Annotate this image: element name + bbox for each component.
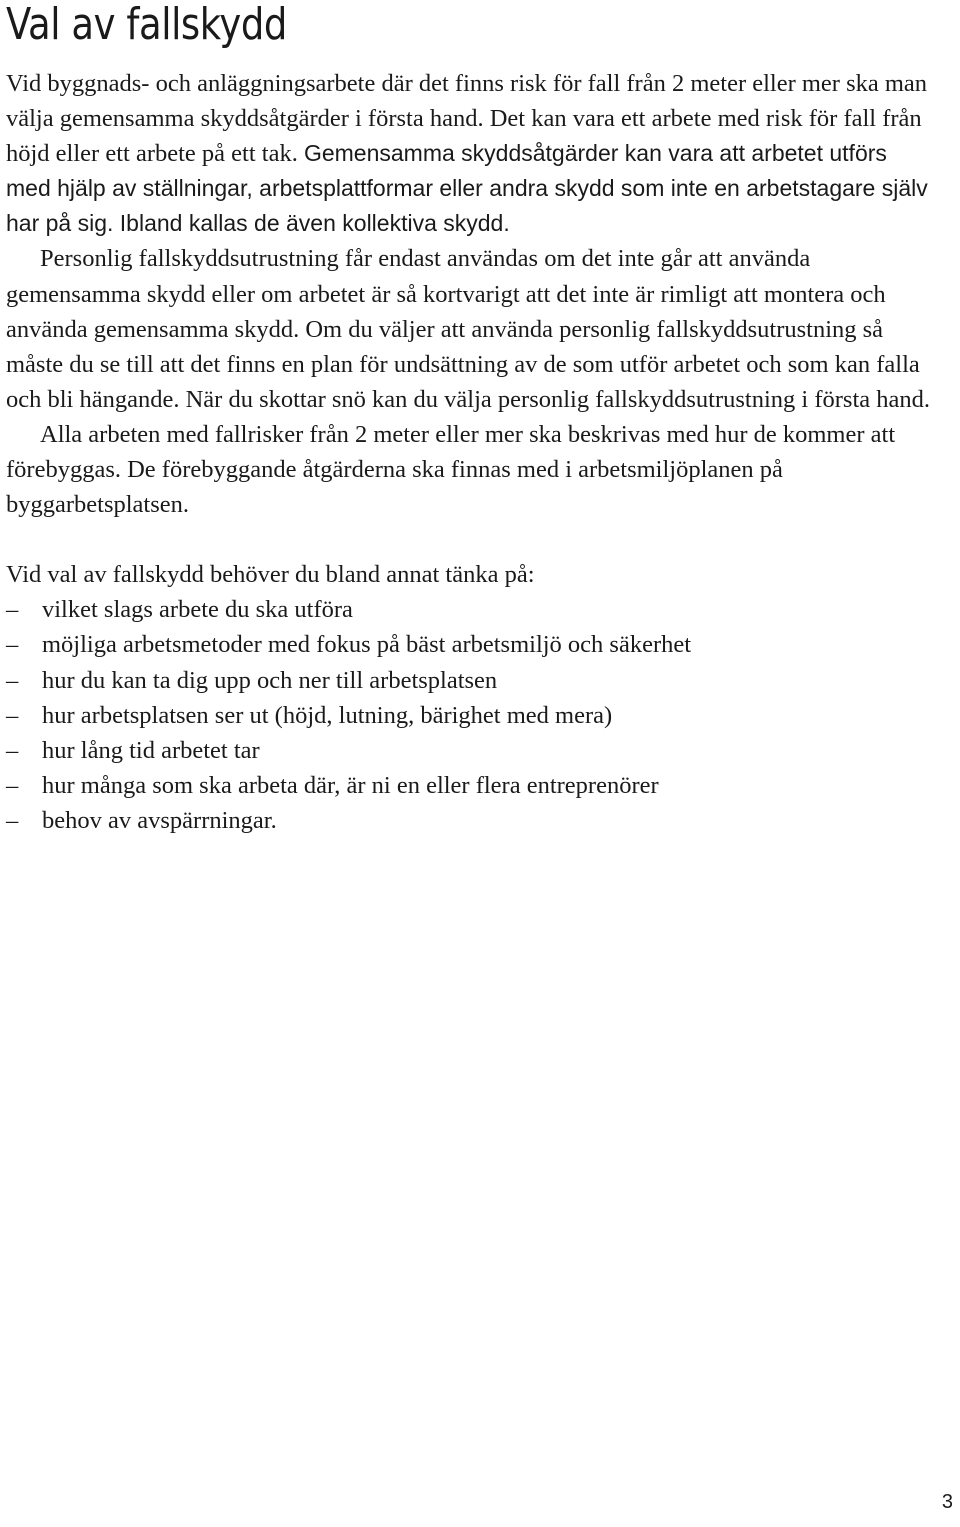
list-item-text: möjliga arbetsmetoder med fokus på bäst arbetsmiljö och säkerhet [42,631,692,659]
considerations-list [6,592,936,838]
list-item-text: vilket slags arbete du ska utföra [42,596,353,624]
list-item [6,733,936,768]
list-item [6,803,936,838]
list-intro: Vid val av fallskydd behöver du bland annat tänka på: [6,561,535,589]
list-item [6,592,936,627]
dash-bullet: – [6,666,19,694]
section-spacer [6,522,936,557]
body-text [6,66,936,838]
paragraph-intro-serif: Vid byggnads- och anläggningsarbete där det finns risk för fall från 2 meter eller mer ska man välja gemensamma skyddsåtgärder i första hand. Det kan vara ett arbete med risk för fall från höjd eller ett arbete på ett tak. [6,70,928,168]
dash-bullet: – [6,596,19,624]
paragraph-risk-description: Alla arbeten med fallrisker från 2 meter eller mer ska beskrivas med hur de kommer att förebyggas. De förebyggande åtgärderna ska finnas med i arbetsmiljöplanen på byggarbetsplatsen. [6,420,896,519]
list-item-text: hur du kan ta dig upp och ner till arbetsplatsen [42,666,498,694]
paragraph-personal-equipment: Personlig fallskyddsutrustning får endast användas om det inte går att använda gemensamma skydd eller om arbetet är så kortvarigt att det inte är rimligt att montera och använda gemensamma skydd. Om du väljer att använda personlig fallskyddsutrustning så måste du se till att det finns en plan för undsättning av de som utför arbetet och som kan falla och bli hängande. När du skottar snö kan du välja personlig fallskyddsutrustning i första hand. [6,245,931,413]
list-item-text: hur lång tid arbetet tar [42,736,260,764]
list-item [6,768,936,803]
list-item-text: hur arbetsplatsen ser ut (höjd, lutning, bärighet med mera) [42,701,613,729]
dash-bullet: – [6,701,19,729]
dash-bullet: – [6,736,19,764]
dash-bullet: – [6,631,19,659]
paragraph-intro-sans: Gemensamma skyddsåtgärder kan vara att arbetet utförs med hjälp av ställningar, arbetsplattformar eller andra skydd som inte en arbetstagare själv har på sig. Ibland kallas de även kollektiva skydd. [6,140,928,237]
page-title: Val av fallskydd [6,0,287,50]
paragraph-intro [6,66,936,241]
dash-bullet: – [6,771,19,799]
list-item-text: behov av avspärrningar. [42,806,277,834]
dash-bullet: – [6,806,19,834]
list-item [6,698,936,733]
list-item-text: hur många som ska arbeta där, är ni en eller flera entreprenörer [42,771,659,799]
page-number: 3 [941,1491,953,1513]
list-item [6,627,936,662]
list-item [6,663,936,698]
